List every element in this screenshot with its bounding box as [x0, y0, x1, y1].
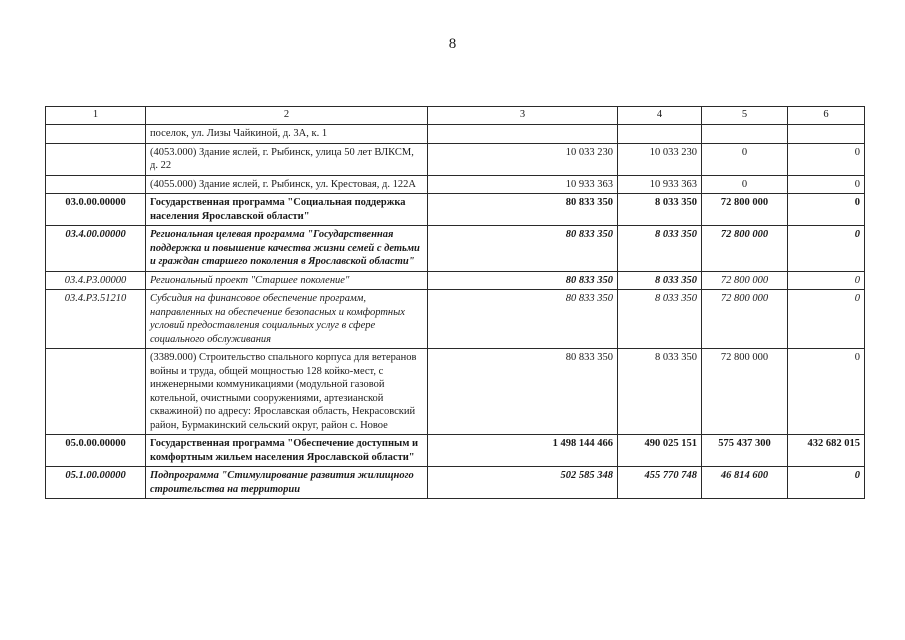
row-col3: 10 033 230	[428, 143, 618, 175]
row-code: 03.4.P3.51210	[46, 290, 146, 349]
table-row	[46, 194, 865, 226]
row-code: 03.4.00.00000	[46, 226, 146, 272]
row-col4: 8 033 350	[618, 271, 702, 290]
header-col-5: 5	[702, 107, 788, 125]
row-name: (3389.000) Строительство спального корпуса для ветеранов войны и труда, общей мощностью 128 койко-мест, с инженерными коммуникациями (модульной газовой котельной, очистными сооружениями, артезианской скважиной) по адресу: Ярославская область, Некрасовский район, Бурмакинский сельский округ, район с. Новое	[146, 349, 428, 435]
row-col6: 0	[788, 271, 865, 290]
row-col4: 455 770 748	[618, 467, 702, 499]
table-header-row	[46, 107, 865, 125]
row-col6: 0	[788, 194, 865, 226]
row-col4: 10 033 230	[618, 143, 702, 175]
row-code: 05.0.00.00000	[46, 435, 146, 467]
row-name: поселок, ул. Лизы Чайкиной, д. 3А, к. 1	[146, 125, 428, 144]
row-col4: 8 033 350	[618, 194, 702, 226]
row-col3: 502 585 348	[428, 467, 618, 499]
row-col4: 8 033 350	[618, 290, 702, 349]
row-col5: 72 800 000	[702, 349, 788, 435]
row-col3: 10 933 363	[428, 175, 618, 194]
row-col6: 0	[788, 290, 865, 349]
row-col3: 80 833 350	[428, 290, 618, 349]
table-row	[46, 290, 865, 349]
table-row	[46, 271, 865, 290]
row-code	[46, 175, 146, 194]
row-col4: 10 933 363	[618, 175, 702, 194]
budget-table	[45, 106, 865, 499]
row-col5: 72 800 000	[702, 290, 788, 349]
row-name: (4055.000) Здание яслей, г. Рыбинск, ул. Крестовая, д. 122А	[146, 175, 428, 194]
row-col4: 8 033 350	[618, 226, 702, 272]
table-row	[46, 125, 865, 144]
row-col3: 80 833 350	[428, 194, 618, 226]
row-col6: 0	[788, 175, 865, 194]
table-row	[46, 175, 865, 194]
row-name: Государственная программа "Обеспечение доступным и комфортным жильем населения Ярославской области"	[146, 435, 428, 467]
row-col5: 46 814 600	[702, 467, 788, 499]
header-col-3: 3	[428, 107, 618, 125]
row-col5	[702, 125, 788, 144]
header-col-6: 6	[788, 107, 865, 125]
row-name: Субсидия на финансовое обеспечение программ, направленных на обеспечение безопасных и комфортных условий предоставления социальных услуг в сфере социального обслуживания	[146, 290, 428, 349]
row-col5: 0	[702, 175, 788, 194]
table-row	[46, 467, 865, 499]
header-col-1: 1	[46, 107, 146, 125]
row-col3	[428, 125, 618, 144]
row-col5: 72 800 000	[702, 271, 788, 290]
row-col6: 0	[788, 226, 865, 272]
row-col6: 0	[788, 467, 865, 499]
row-col5: 72 800 000	[702, 226, 788, 272]
row-name: Региональная целевая программа "Государственная поддержка и повышение качества жизни семей с детьми и граждан старшего поколения в Ярославской области"	[146, 226, 428, 272]
row-col4: 8 033 350	[618, 349, 702, 435]
row-col6	[788, 125, 865, 144]
table-row	[46, 349, 865, 435]
row-name: Государственная программа "Социальная поддержка населения Ярославской области"	[146, 194, 428, 226]
header-col-2: 2	[146, 107, 428, 125]
table-row	[46, 143, 865, 175]
row-col4	[618, 125, 702, 144]
row-name: Региональный проект "Старшее поколение"	[146, 271, 428, 290]
row-col3: 80 833 350	[428, 226, 618, 272]
row-code: 03.4.P3.00000	[46, 271, 146, 290]
header-col-4: 4	[618, 107, 702, 125]
row-code	[46, 143, 146, 175]
row-code: 05.1.00.00000	[46, 467, 146, 499]
row-col4: 490 025 151	[618, 435, 702, 467]
row-col6: 0	[788, 143, 865, 175]
row-col6: 432 682 015	[788, 435, 865, 467]
row-col5: 0	[702, 143, 788, 175]
row-col5: 575 437 300	[702, 435, 788, 467]
row-col3: 80 833 350	[428, 349, 618, 435]
row-col3: 1 498 144 466	[428, 435, 618, 467]
row-col5: 72 800 000	[702, 194, 788, 226]
row-col6: 0	[788, 349, 865, 435]
row-code	[46, 125, 146, 144]
table-row	[46, 435, 865, 467]
row-code: 03.0.00.00000	[46, 194, 146, 226]
row-name: (4053.000) Здание яслей, г. Рыбинск, улица 50 лет ВЛКСМ, д. 22	[146, 143, 428, 175]
row-col3: 80 833 350	[428, 271, 618, 290]
page-number: 8	[448, 36, 457, 52]
row-name: Подпрограмма "Стимулирование развития жилищного строительства на территории	[146, 467, 428, 499]
table-row	[46, 226, 865, 272]
row-code	[46, 349, 146, 435]
